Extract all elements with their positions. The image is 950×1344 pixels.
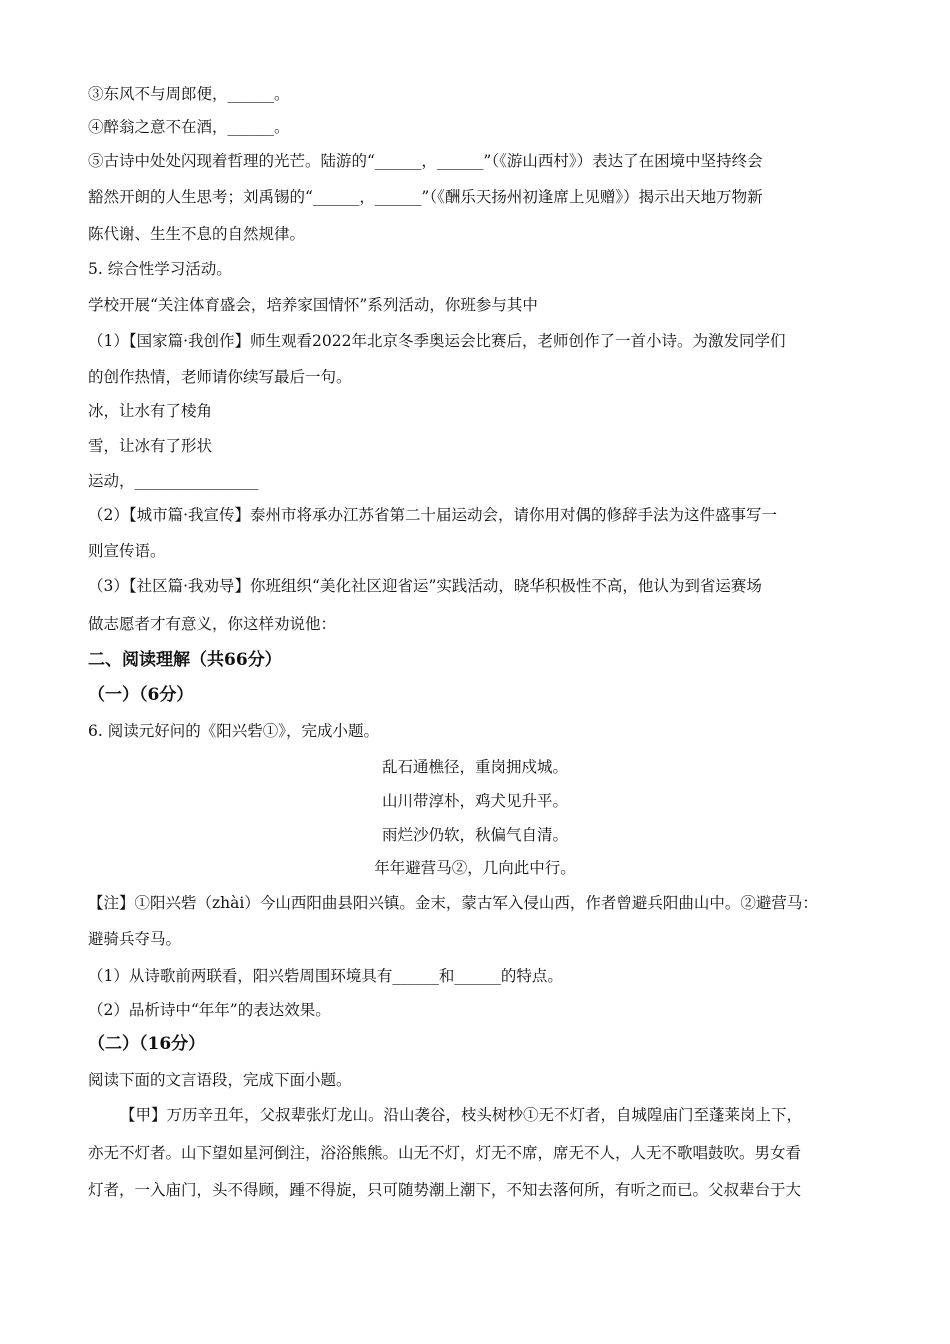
text-line: （1）【国家篇·我创作】师生观看2022年北京冬季奥运会比赛后，老师创作了一首小诗。为激发同学们 xyxy=(88,332,786,350)
passage-line: 【甲】万历辛丑年，父叔辈张灯龙山。沿山袭谷，枝头树杪①无不灯者，自城隍庙门至蓬莱岗上下， xyxy=(120,1106,803,1124)
poem-line: 年年避营马②，几向此中行。 xyxy=(374,859,576,877)
poem-line: 冰，让水有了棱角 xyxy=(88,402,213,420)
text-line: ④醉翁之意不在酒，______。 xyxy=(88,118,290,136)
text-line: （1）从诗歌前两联看，阳兴砦周围环境具有______和______的特点。 xyxy=(88,967,563,985)
question-6: 6. 阅读元好问的《阳兴砦①》，完成小题。 xyxy=(88,722,379,740)
subsection-heading: （一）（6分） xyxy=(88,685,194,705)
text-line: （2）【城市篇·我宣传】泰州市将承办江苏省第二十届运动会，请你用对偶的修辞手法为这件盛事写一 xyxy=(88,506,778,524)
text-line: ⑤古诗中处处闪现着哲理的光芒。陆游的“______，______”（《游山西村》）表达了在困境中坚持终会 xyxy=(88,152,763,170)
text-line: （2）品析诗中“年年”的表达效果。 xyxy=(88,1001,331,1019)
text-line: 则宣传语。 xyxy=(88,542,166,560)
poem-line: 雪，让冰有了形状 xyxy=(88,437,213,455)
text-line: 阅读下面的文言语段，完成下面小题。 xyxy=(88,1071,352,1089)
poem-line: 山川带淳朴，鸡犬见升平。 xyxy=(381,792,568,810)
poem-line: 雨烂沙仍软，秋偏气自清。 xyxy=(381,826,568,844)
text-line: 做志愿者才有意义，你这样劝说他： xyxy=(88,615,337,633)
passage-line: 亦无不灯者。山下望如星河倒注，浴浴熊熊。山无不灯，灯无不席，席无不人，人无不歌唱鼓吹。男女看 xyxy=(88,1144,802,1162)
text-line: 的创作热情，老师请你续写最后一句。 xyxy=(88,368,352,386)
text-line: （3）【社区篇·我劝导】你班组织“美化社区迎省运”实践活动，晓华积极性不高，他认为到省运赛场 xyxy=(88,577,762,595)
passage-line: 灯者，一入庙门，头不得顾，踵不得旋，只可随势潮上潮下，不知去落何所，有听之而已。父叔辈台于大 xyxy=(88,1181,802,1199)
poem-line: 乱石通樵径，重岗拥戍城。 xyxy=(381,758,568,776)
text-line: ③东风不与周郎便，______。 xyxy=(88,85,290,103)
poem-line: 运动，________________ xyxy=(88,472,259,490)
subsection-heading: （二）（16分） xyxy=(88,1034,206,1054)
section-heading: 二、阅读理解（共66分） xyxy=(88,650,282,670)
text-line: 陈代谢、生生不息的自然规律。 xyxy=(88,225,306,243)
text-line: 豁然开朗的人生思考；刘禹锡的“______，______”（《酬乐天扬州初逢席上见赠》）揭示出天地万物新 xyxy=(88,188,763,206)
note-line: 【注】①阳兴砦（zhài）今山西阳曲县阳兴镇。金末，蒙古军入侵山西，作者曾避兵阳曲山中。②避营马： xyxy=(88,894,818,912)
note-line: 避骑兵夺马。 xyxy=(88,930,182,948)
question-5: 5. 综合性学习活动。 xyxy=(88,260,232,278)
text-line: 学校开展“关注体育盛会，培养家国情怀”系列活动，你班参与其中 xyxy=(88,296,538,314)
